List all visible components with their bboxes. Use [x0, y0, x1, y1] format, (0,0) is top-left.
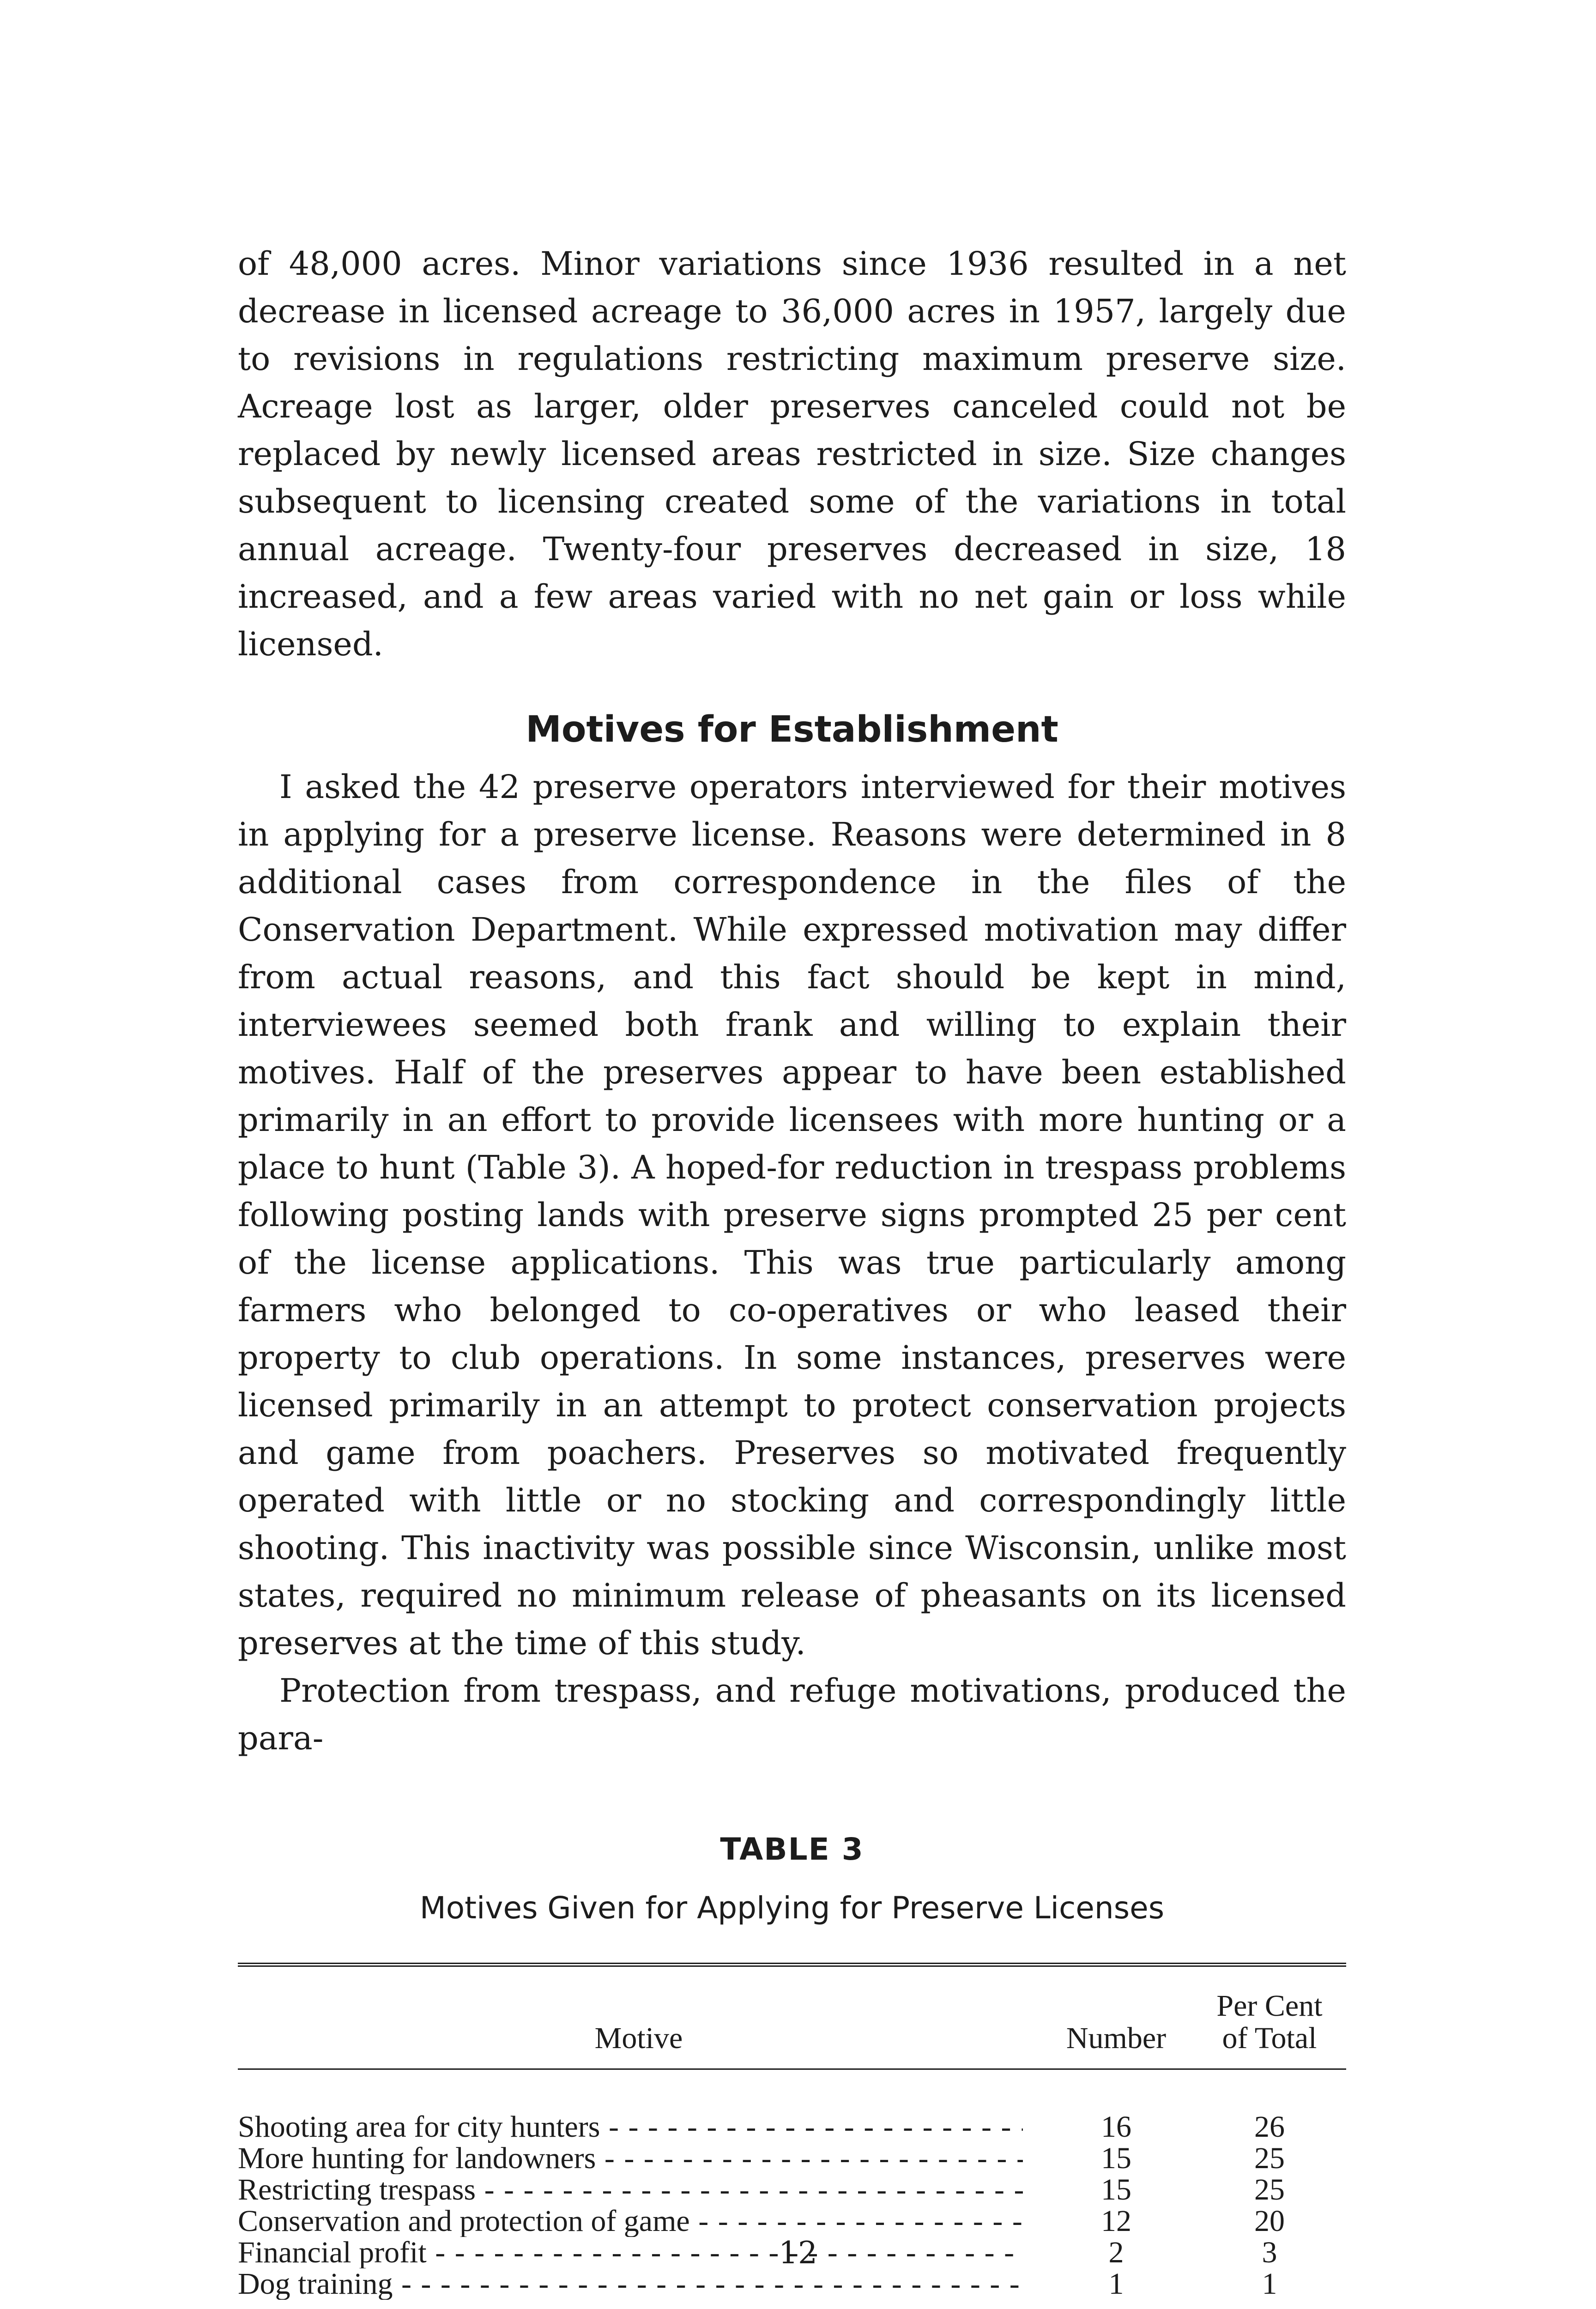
dot-leader — [690, 2206, 1023, 2237]
row-motive: Financial profit — [238, 2237, 427, 2268]
row-motive: Conservation and protection of game — [238, 2206, 690, 2237]
table-header-row — [238, 1965, 1346, 2069]
row-percent: 3 — [1262, 2236, 1277, 2269]
header-percent-line-1: Per Cent — [1216, 1989, 1323, 2023]
row-number: 1 — [1108, 2267, 1124, 2301]
header-percent — [1193, 1965, 1346, 2069]
row-percent: 1 — [1262, 2267, 1277, 2301]
header-number: Number — [1040, 1965, 1193, 2069]
body-paragraph-3: Protection from trespass, and refuge motivations, produced the para- — [238, 1672, 1346, 1757]
row-motive: Shooting area for city hunters — [238, 2111, 600, 2143]
dot-leader — [600, 2111, 1023, 2143]
row-number: 2 — [1108, 2236, 1124, 2269]
row-percent: 25 — [1254, 2173, 1285, 2206]
body-paragraph-2: I asked the 42 preserve operators interviewed for their motives in applying for a preserve license. Reasons were determined in 8 additional cases from correspondence in the files of the Conservation Department. While expressed motivation may differ from actual reasons, and this fact should be kept in mind, interviewees seemed both frank and willing to explain their motives. Half of the preserves appear to have been established primarily in an effort to provide licensees with more hunting or a place to hunt (Table 3). A hoped-for reduction in trespass problems following posting lands with preserve signs prompted 25 per cent of the license applications. This was true particularly among farmers who belonged to co-operatives or who leased their property to club operations. In some instances, preserves were licensed primarily in an attempt to protect conservation projects and game from poachers. Preserves so motivated frequently operated with little or no stocking and correspondingly little shooting. This inactivity was possible since Wisconsin, unlike most states, required no minimum release of pheasants on its licensed preserves at the time of this study. — [238, 768, 1346, 1662]
dot-leader — [393, 2268, 1023, 2300]
table-row — [238, 2174, 1346, 2206]
table-row — [238, 2268, 1346, 2309]
table-row — [238, 2143, 1346, 2174]
row-number: 12 — [1101, 2204, 1131, 2238]
table-row — [238, 2069, 1346, 2143]
table-caption: Motives Given for Applying for Preserve Licenses — [419, 1890, 1165, 1926]
row-percent: 20 — [1254, 2204, 1285, 2238]
row-motive: More hunting for landowners — [238, 2143, 596, 2174]
table-number: TABLE 3 — [720, 1831, 864, 1867]
row-motive: Dog training — [238, 2268, 393, 2300]
dot-leader — [596, 2143, 1023, 2174]
page-number: 12 — [779, 2235, 817, 2271]
dot-leader — [476, 2174, 1023, 2206]
header-percent-line-2: of Total — [1222, 2021, 1317, 2055]
row-number: 16 — [1101, 2110, 1131, 2144]
page-content — [238, 240, 1346, 2309]
row-percent: 25 — [1254, 2141, 1285, 2175]
body-paragraph-1: of 48,000 acres. Minor variations since 1936 resulted in a net decrease in licensed acreage to 36,000 acres in 1957, largely due to revisions in regulations restricting maximum preserve size. Acreage lost as larger, older preserves canceled could not be replaced by newly licensed areas restricted in size. Size changes subsequent to licensing created some of the variations in total annual acreage. Twenty-four preserves decreased in size, 18 increased, and a few areas varied with no net gain or loss while licensed. — [238, 245, 1346, 663]
section-heading: Motives for Establishment — [526, 709, 1058, 750]
header-motive: Motive — [238, 1965, 1040, 2069]
row-number: 15 — [1101, 2141, 1131, 2175]
table-row — [238, 2206, 1346, 2237]
row-number: 15 — [1101, 2173, 1131, 2206]
row-percent: 26 — [1254, 2110, 1285, 2144]
row-motive: Restricting trespass — [238, 2174, 476, 2206]
